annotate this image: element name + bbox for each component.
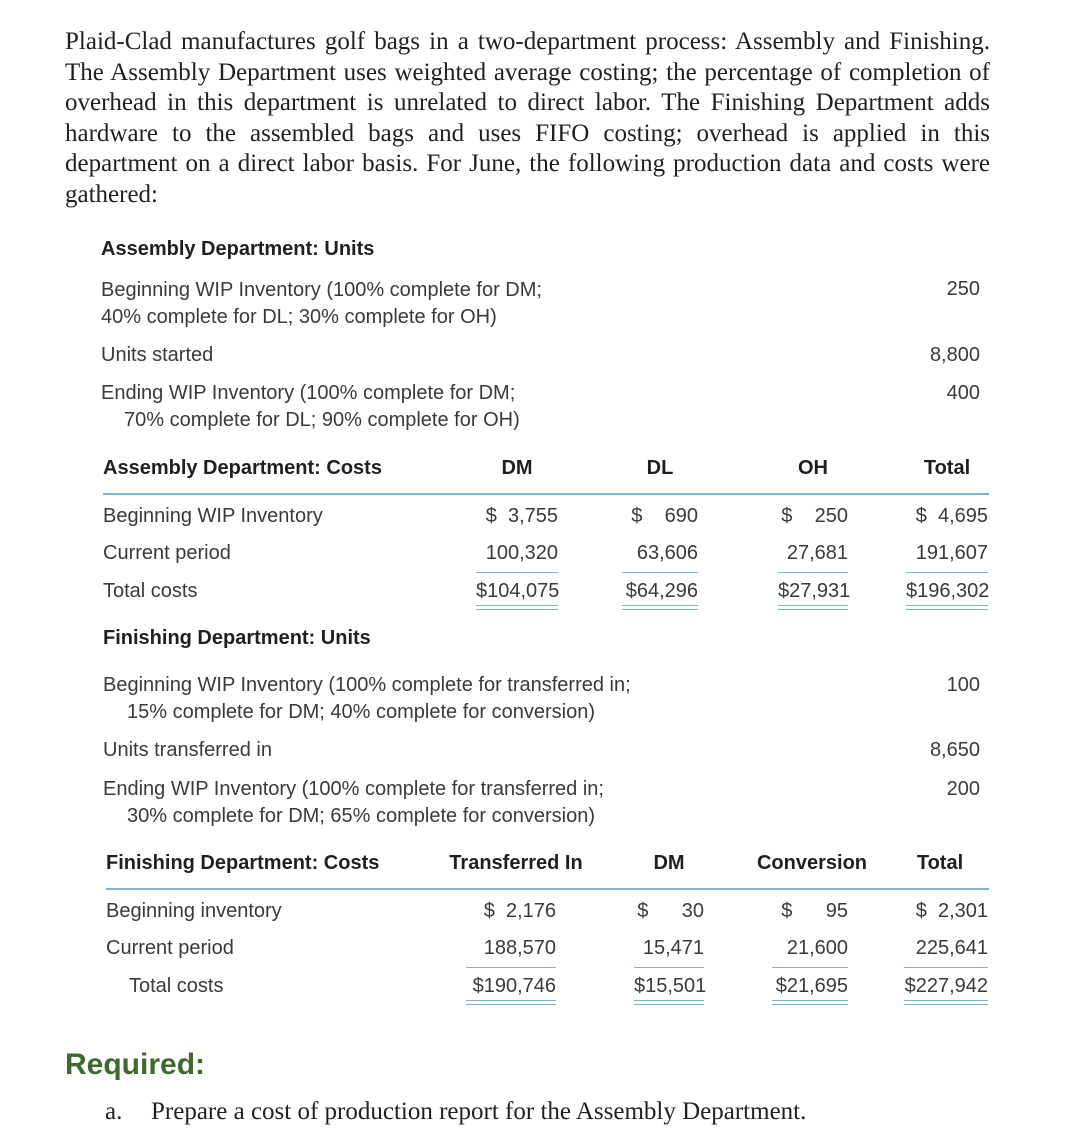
finishing-costs-header-conversion: Conversion xyxy=(756,852,868,874)
assembly-costs-header-dl: DL xyxy=(646,457,674,479)
finishing-cur-conv: 21,600 xyxy=(786,937,848,959)
assembly-end-wip-line1: Ending WIP Inventory (100% complete for DM; xyxy=(101,382,516,404)
finishing-costs-title: Finishing Department: Costs xyxy=(106,852,380,874)
finishing-beg-conv: $ 95 xyxy=(781,900,848,922)
finishing-transferred-in-label: Units transferred in xyxy=(103,739,272,761)
assembly-subtotal-rule-dm xyxy=(476,572,558,573)
finishing-tot-ti: $190,746 xyxy=(472,975,556,997)
required-item-a xyxy=(105,1098,806,1126)
finishing-total-label: Total costs xyxy=(129,975,224,997)
assembly-costs-header-total: Total xyxy=(923,457,971,479)
assembly-beg-oh: $ 250 xyxy=(781,505,848,527)
finishing-beg-wip-units: 100 xyxy=(946,674,980,696)
assembly-current-cost-label: Current period xyxy=(103,542,231,564)
finishing-beg-wip-line2: 15% complete for DM; 40% complete for conversion) xyxy=(127,701,595,723)
finishing-beg-wip-line1: Beginning WIP Inventory (100% complete for transferred in; xyxy=(103,674,631,696)
assembly-tot-total: $196,302 xyxy=(906,580,990,602)
finishing-costs-header-transferred-in: Transferred In xyxy=(449,852,583,874)
assembly-double-rule-dl xyxy=(622,605,698,610)
finishing-beg-dm: $ 30 xyxy=(637,900,704,922)
assembly-tot-dl: $64,296 xyxy=(625,580,698,602)
finishing-subtotal-rule-ti xyxy=(466,967,556,968)
finishing-end-wip-line1: Ending WIP Inventory (100% complete for transferred in; xyxy=(103,778,604,800)
finishing-cur-total: 225,641 xyxy=(915,937,988,959)
assembly-costs-header-rule xyxy=(103,493,989,495)
assembly-beg-wip-units: 250 xyxy=(946,278,980,300)
assembly-end-wip-line2: 70% complete for DL; 90% complete for OH) xyxy=(124,409,520,431)
finishing-units-title: Finishing Department: Units xyxy=(103,627,371,649)
problem-intro: Plaid-Clad manufactures golf bags in a two-department process: Assembly and Finishing. The Assembly Department uses weighted average costing; the percentage of completion of overhead in this department is unrelated to direct labor. The Finishing Department adds hardware to the assembled bags and uses FIFO costing; overhead is applied in this department on a direct labor basis. For June, the following production data and costs were gathered: xyxy=(65,28,990,208)
finishing-subtotal-rule-total xyxy=(904,967,988,968)
finishing-end-wip-line2: 30% complete for DM; 65% complete for conversion) xyxy=(127,805,595,827)
finishing-cur-ti: 188,570 xyxy=(483,937,556,959)
finishing-beg-total: $ 2,301 xyxy=(915,900,988,922)
finishing-beg-ti: $ 2,176 xyxy=(483,900,556,922)
finishing-subtotal-rule-conv xyxy=(772,967,848,968)
assembly-tot-oh: $27,931 xyxy=(778,580,851,602)
finishing-costs-header-dm: DM xyxy=(653,852,685,874)
assembly-double-rule-oh xyxy=(778,605,848,610)
assembly-beg-dl: $ 690 xyxy=(631,505,698,527)
finishing-double-rule-conv xyxy=(772,1000,848,1005)
finishing-current-label: Current period xyxy=(106,937,234,959)
assembly-beg-wip-line2: 40% complete for DL; 30% complete for OH) xyxy=(101,306,497,328)
assembly-costs-title: Assembly Department: Costs xyxy=(103,457,382,479)
finishing-tot-conv: $21,695 xyxy=(775,975,848,997)
assembly-beg-dm: $ 3,755 xyxy=(485,505,558,527)
finishing-tot-dm: $15,501 xyxy=(634,975,707,997)
assembly-cur-dl: 63,606 xyxy=(636,542,698,564)
finishing-double-rule-ti xyxy=(466,1000,556,1005)
finishing-subtotal-rule-dm xyxy=(634,967,704,968)
assembly-units-started-value: 8,800 xyxy=(929,344,980,366)
finishing-cur-dm: 15,471 xyxy=(642,937,704,959)
required-heading: Required: xyxy=(65,1048,206,1081)
assembly-cur-oh: 27,681 xyxy=(786,542,848,564)
assembly-tot-dm: $104,075 xyxy=(476,580,560,602)
assembly-cur-dm: 100,320 xyxy=(485,542,558,564)
finishing-end-wip-units: 200 xyxy=(946,778,980,800)
assembly-units-title: Assembly Department: Units xyxy=(101,238,375,260)
required-item-text: Prepare a cost of production report for the Assembly Department. xyxy=(151,1098,807,1125)
finishing-double-rule-total xyxy=(904,1000,988,1005)
finishing-costs-header-total: Total xyxy=(916,852,964,874)
assembly-total-cost-label: Total costs xyxy=(103,580,198,602)
assembly-end-wip-units: 400 xyxy=(946,382,980,404)
assembly-beg-total: $ 4,695 xyxy=(915,505,988,527)
assembly-double-rule-dm xyxy=(476,605,558,610)
assembly-cur-total: 191,607 xyxy=(915,542,988,564)
assembly-double-rule-total xyxy=(906,605,988,610)
assembly-beg-wip-cost-label: Beginning WIP Inventory xyxy=(103,505,323,527)
assembly-units-started-label: Units started xyxy=(101,344,214,366)
finishing-costs-header-rule xyxy=(106,888,989,890)
assembly-subtotal-rule-oh xyxy=(778,572,848,573)
finishing-beg-inv-label: Beginning inventory xyxy=(106,900,282,922)
assembly-subtotal-rule-dl xyxy=(622,572,698,573)
finishing-transferred-in-value: 8,650 xyxy=(929,739,980,761)
required-item-label: a. xyxy=(105,1098,123,1125)
assembly-costs-header-oh: OH xyxy=(798,457,828,479)
finishing-tot-total: $227,942 xyxy=(904,975,988,997)
assembly-beg-wip-line1: Beginning WIP Inventory (100% complete for DM; xyxy=(101,279,542,301)
finishing-double-rule-dm xyxy=(634,1000,704,1005)
assembly-costs-header-dm: DM xyxy=(501,457,533,479)
assembly-subtotal-rule-total xyxy=(906,572,988,573)
